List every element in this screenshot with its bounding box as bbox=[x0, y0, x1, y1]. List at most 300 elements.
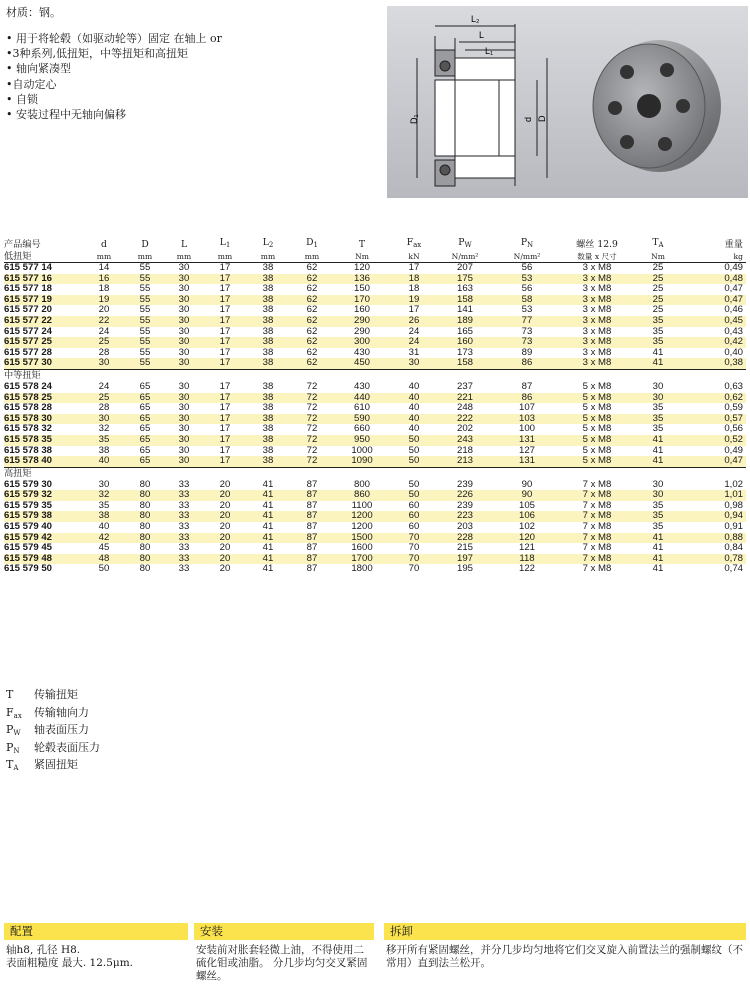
table-cell: 60 bbox=[408, 521, 420, 533]
table-cell: 28 bbox=[98, 402, 110, 414]
table-cell: 90 bbox=[521, 478, 533, 490]
dim-d: d bbox=[523, 116, 533, 122]
table-cell: 203 bbox=[456, 521, 473, 533]
table-cell: 17 bbox=[219, 283, 231, 295]
table-cell: 80 bbox=[139, 499, 151, 511]
table-cell: 17 bbox=[204, 274, 246, 285]
table-cell: 62 bbox=[290, 295, 334, 306]
legend-row: $T_A$ 紧固扭矩 bbox=[6, 758, 78, 773]
table-cell: 30 bbox=[82, 358, 126, 369]
part-number-cell: 615 577 25 bbox=[4, 337, 82, 348]
table-row bbox=[4, 348, 746, 359]
table-cell: 660 bbox=[353, 423, 370, 435]
table-cell: 30 bbox=[164, 295, 204, 306]
unit-Fax: kN bbox=[390, 252, 438, 263]
table-cell: 33 bbox=[164, 533, 204, 544]
table-cell: 610 bbox=[353, 402, 370, 414]
legend-row: $F_{ax}$ 传输轴向力 bbox=[6, 705, 89, 720]
col-header-D1: $D_1$ bbox=[306, 237, 318, 249]
part-number-cell: 615 579 42 bbox=[4, 533, 82, 544]
table-cell: 5 x M8 bbox=[562, 414, 632, 425]
table-cell: 30 bbox=[164, 456, 204, 467]
part-number-cell: 615 579 38 bbox=[4, 511, 82, 522]
table-cell: 150 bbox=[353, 283, 370, 295]
table-cell: 55 bbox=[126, 337, 164, 348]
table-cell: 30 bbox=[164, 358, 204, 369]
table-cell: 440 bbox=[334, 393, 390, 404]
table-cell: 1700 bbox=[334, 554, 390, 565]
part-number-cell: 615 579 40 bbox=[4, 521, 53, 533]
table-cell: 55 bbox=[126, 358, 164, 369]
table-cell: 30 bbox=[178, 346, 190, 358]
table-cell: 17 bbox=[219, 346, 231, 358]
table-cell: 30 bbox=[164, 393, 204, 404]
feature-item: • 用于将轮毂（如驱动轮等）固定 在轴上 or bbox=[6, 32, 222, 45]
table-cell: 35 bbox=[652, 423, 664, 435]
table-cell: 41 bbox=[632, 554, 684, 565]
table-cell: 131 bbox=[492, 456, 562, 467]
group-label-low: 低扭矩 bbox=[4, 252, 82, 263]
dim-L2: L₂ bbox=[471, 14, 480, 24]
part-number-cell: 615 578 28 bbox=[4, 402, 53, 414]
table-cell: 17 bbox=[219, 380, 231, 392]
table-cell: 7 x M8 bbox=[562, 533, 632, 544]
table-cell: 30 bbox=[98, 478, 110, 490]
table-cell: 17 bbox=[204, 393, 246, 404]
unit-TA: Nm bbox=[632, 252, 684, 263]
table-row bbox=[4, 456, 746, 467]
table-cell: 3 x M8 bbox=[562, 316, 632, 327]
part-number-cell: 615 578 35 bbox=[4, 435, 82, 446]
part-number-cell: 615 577 14 bbox=[4, 262, 53, 273]
symbol-legend bbox=[6, 688, 100, 776]
table-cell: 40 bbox=[408, 380, 420, 392]
table-cell: 158 bbox=[438, 295, 492, 306]
col-header-screw: 螺丝 12.9 bbox=[576, 238, 618, 250]
table-cell: 65 bbox=[139, 402, 151, 414]
table-cell: 73 bbox=[492, 337, 562, 348]
unit-L: mm bbox=[164, 252, 204, 263]
table-cell: 38 bbox=[246, 456, 290, 467]
table-cell: 65 bbox=[126, 393, 164, 404]
table-cell: 55 bbox=[139, 283, 151, 295]
table-row bbox=[4, 480, 746, 491]
table-cell: 239 bbox=[456, 499, 473, 511]
table-cell: 24 bbox=[408, 325, 420, 337]
table-row bbox=[4, 501, 746, 512]
table-cell: 38 bbox=[262, 423, 274, 435]
table-cell: 80 bbox=[139, 542, 151, 554]
table-cell: 20 bbox=[219, 478, 231, 490]
table-cell: 38 bbox=[262, 262, 274, 273]
table-cell: 26 bbox=[390, 316, 438, 327]
table-cell: 0,48 bbox=[684, 274, 746, 285]
unit-weight: kg bbox=[684, 252, 746, 263]
table-cell: 197 bbox=[438, 554, 492, 565]
table-cell: 5 x M8 bbox=[582, 423, 612, 435]
table-cell: 35 bbox=[632, 511, 684, 522]
col-header-D: D bbox=[141, 238, 149, 250]
table-cell: 30 bbox=[178, 325, 190, 337]
table-cell: 41 bbox=[632, 533, 684, 544]
table-cell: 24 bbox=[390, 337, 438, 348]
material-text: 材质：钢。 bbox=[6, 6, 61, 19]
table-cell: 40 bbox=[390, 414, 438, 425]
part-number-cell: 615 578 30 bbox=[4, 414, 82, 425]
group-label-row bbox=[4, 369, 746, 382]
table-cell: 62 bbox=[306, 304, 318, 316]
table-cell: 42 bbox=[82, 533, 126, 544]
table-cell: 41 bbox=[246, 490, 290, 501]
table-cell: 33 bbox=[178, 521, 190, 533]
table-cell: 24 bbox=[98, 325, 110, 337]
table-cell: 87 bbox=[290, 554, 334, 565]
table-cell: 55 bbox=[126, 295, 164, 306]
table-cell: 30 bbox=[164, 337, 204, 348]
table-cell: 50 bbox=[390, 456, 438, 467]
table-cell: 25 bbox=[652, 304, 664, 316]
table-cell: 0,47 bbox=[684, 456, 746, 467]
table-cell: 136 bbox=[334, 274, 390, 285]
part-number-cell: 615 579 48 bbox=[4, 554, 82, 565]
table-cell: 243 bbox=[438, 435, 492, 446]
table-cell: 226 bbox=[438, 490, 492, 501]
table-cell: 62 bbox=[290, 337, 334, 348]
table-cell: 33 bbox=[164, 554, 204, 565]
table-cell: 195 bbox=[456, 563, 473, 575]
table-cell: 41 bbox=[246, 554, 290, 565]
table-cell: 3 x M8 bbox=[562, 295, 632, 306]
table-cell: 41 bbox=[632, 456, 684, 467]
part-number-cell: 615 578 40 bbox=[4, 456, 82, 467]
table-cell: 24 bbox=[98, 380, 110, 392]
table-row bbox=[4, 358, 746, 369]
table-cell: 30 bbox=[632, 490, 684, 501]
table-cell: 170 bbox=[334, 295, 390, 306]
table-cell: 0,40 bbox=[724, 346, 743, 358]
table-cell: 41 bbox=[632, 358, 684, 369]
table-row bbox=[4, 522, 746, 533]
table-cell: 0,63 bbox=[724, 380, 743, 392]
table-cell: 7 x M8 bbox=[562, 554, 632, 565]
table-cell: 72 bbox=[306, 444, 318, 456]
table-cell: 30 bbox=[178, 283, 190, 295]
table-cell: 65 bbox=[126, 414, 164, 425]
table-row bbox=[4, 414, 746, 425]
table-cell: 33 bbox=[178, 563, 190, 575]
table-cell: 62 bbox=[290, 274, 334, 285]
col-header-d: d bbox=[101, 238, 107, 250]
dim-D: D bbox=[537, 115, 547, 122]
product-figure bbox=[387, 6, 748, 198]
table-cell: 50 bbox=[390, 435, 438, 446]
configuration-text: 轴h8, 孔径 H8. 表面粗糙度 最大. 12.5μm. bbox=[6, 944, 134, 969]
table-cell: 17 bbox=[204, 337, 246, 348]
part-number-cell: 615 577 19 bbox=[4, 295, 82, 306]
table-cell: 41 bbox=[652, 542, 664, 554]
table-cell: 17 bbox=[219, 304, 231, 316]
table-cell: 65 bbox=[126, 435, 164, 446]
table-cell: 175 bbox=[438, 274, 492, 285]
table-cell: 131 bbox=[492, 435, 562, 446]
unit-D: mm bbox=[126, 252, 164, 263]
table-cell: 248 bbox=[456, 402, 473, 414]
table-row bbox=[4, 403, 746, 414]
table-cell: 19 bbox=[390, 295, 438, 306]
table-row bbox=[4, 337, 746, 348]
table-cell: 30 bbox=[632, 393, 684, 404]
table-cell: 3 x M8 bbox=[562, 274, 632, 285]
table-cell: 228 bbox=[438, 533, 492, 544]
table-cell: 30 bbox=[178, 423, 190, 435]
table-cell: 290 bbox=[353, 325, 370, 337]
table-cell: 122 bbox=[518, 563, 535, 575]
table-cell: 30 bbox=[178, 444, 190, 456]
table-cell: 17 bbox=[219, 423, 231, 435]
table-cell: 86 bbox=[492, 358, 562, 369]
table-cell: 60 bbox=[408, 499, 420, 511]
col-header-weight: 重量 bbox=[724, 238, 743, 250]
table-cell: 221 bbox=[438, 393, 492, 404]
table-cell: 30 bbox=[164, 435, 204, 446]
col-header-L2: $L_2$ bbox=[262, 237, 274, 249]
unit-Pn: N/mm² bbox=[492, 252, 562, 263]
table-cell: 56 bbox=[521, 283, 533, 295]
table-cell: 0,94 bbox=[684, 511, 746, 522]
table-cell: 30 bbox=[82, 414, 126, 425]
table-cell: 0,84 bbox=[724, 542, 743, 554]
table-cell: 103 bbox=[492, 414, 562, 425]
table-cell: 590 bbox=[334, 414, 390, 425]
table-cell: 62 bbox=[306, 325, 318, 337]
table-cell: 89 bbox=[521, 346, 533, 358]
table-cell: 7 x M8 bbox=[562, 511, 632, 522]
dim-L1: L₁ bbox=[485, 46, 494, 56]
table-cell: 48 bbox=[82, 554, 126, 565]
table-cell: 70 bbox=[390, 554, 438, 565]
table-cell: 107 bbox=[518, 402, 535, 414]
table-cell: 87 bbox=[290, 490, 334, 501]
table-cell: 20 bbox=[204, 533, 246, 544]
table-cell: 56 bbox=[521, 262, 533, 273]
table-cell: 80 bbox=[139, 563, 151, 575]
table-row bbox=[4, 446, 746, 457]
table-cell: 950 bbox=[334, 435, 390, 446]
table-cell: 7 x M8 bbox=[582, 499, 612, 511]
table-cell: 38 bbox=[262, 304, 274, 316]
table-cell: 100 bbox=[518, 423, 535, 435]
table-cell: 0,47 bbox=[684, 295, 746, 306]
table-cell: 17 bbox=[219, 262, 231, 273]
table-cell: 141 bbox=[456, 304, 473, 316]
table-cell: 17 bbox=[219, 402, 231, 414]
table-cell: 20 bbox=[98, 304, 110, 316]
table-cell: 30 bbox=[652, 380, 664, 392]
removal-title: 拆卸 bbox=[384, 923, 746, 940]
table-cell: 30 bbox=[390, 358, 438, 369]
table-cell: 3 x M8 bbox=[562, 358, 632, 369]
table-cell: 158 bbox=[438, 358, 492, 369]
table-cell: 87 bbox=[290, 511, 334, 522]
table-cell: 72 bbox=[306, 423, 318, 435]
table-cell: 35 bbox=[632, 414, 684, 425]
table-cell: 1600 bbox=[351, 542, 373, 554]
table-cell: 18 bbox=[408, 283, 420, 295]
table-cell: 41 bbox=[262, 521, 274, 533]
table-cell: 32 bbox=[82, 490, 126, 501]
table-cell: 35 bbox=[652, 325, 664, 337]
table-cell: 50 bbox=[408, 444, 420, 456]
table-cell: 3 x M8 bbox=[582, 283, 612, 295]
table-cell: 72 bbox=[290, 414, 334, 425]
table-cell: 18 bbox=[98, 283, 110, 295]
feature-item: •3种系列,低扭矩，中等扭矩和高扭矩 bbox=[6, 47, 188, 61]
feature-list bbox=[6, 31, 222, 122]
table-cell: 87 bbox=[521, 380, 533, 392]
table-cell: 20 bbox=[204, 511, 246, 522]
unit-D1: mm bbox=[290, 252, 334, 263]
table-cell: 38 bbox=[246, 414, 290, 425]
table-cell: 7 x M8 bbox=[582, 542, 612, 554]
table-cell: 30 bbox=[178, 304, 190, 316]
table-cell: 87 bbox=[290, 533, 334, 544]
table-cell: 80 bbox=[139, 478, 151, 490]
table-cell: 25 bbox=[632, 274, 684, 285]
table-cell: 41 bbox=[262, 542, 274, 554]
table-cell: 20 bbox=[219, 499, 231, 511]
part-number-cell: 615 579 35 bbox=[4, 499, 53, 511]
table-cell: 38 bbox=[246, 295, 290, 306]
table-cell: 1090 bbox=[334, 456, 390, 467]
table-cell: 30 bbox=[178, 402, 190, 414]
table-cell: 25 bbox=[82, 393, 126, 404]
part-number-cell: 615 579 30 bbox=[4, 478, 53, 490]
part-number-cell: 615 577 30 bbox=[4, 358, 82, 369]
table-cell: 38 bbox=[98, 444, 110, 456]
table-cell: 38 bbox=[262, 444, 274, 456]
table-cell: 53 bbox=[521, 304, 533, 316]
table-cell: 73 bbox=[521, 325, 533, 337]
table-cell: 18 bbox=[390, 274, 438, 285]
table-cell: 50 bbox=[408, 478, 420, 490]
table-cell: 38 bbox=[246, 337, 290, 348]
table-cell: 70 bbox=[408, 542, 420, 554]
table-cell: 40 bbox=[408, 402, 420, 414]
table-cell: 1,02 bbox=[724, 478, 743, 490]
table-cell: 40 bbox=[408, 423, 420, 435]
legend-row: $P_N$ 轮毂表面压力 bbox=[6, 740, 100, 755]
table-cell: 33 bbox=[164, 490, 204, 501]
table-cell: 120 bbox=[492, 533, 562, 544]
table-cell: 20 bbox=[219, 563, 231, 575]
table-row bbox=[4, 393, 746, 404]
dim-L: L bbox=[479, 30, 485, 40]
table-cell: 16 bbox=[82, 274, 126, 285]
table-cell: 62 bbox=[306, 283, 318, 295]
table-cell: 62 bbox=[306, 262, 318, 273]
group-label-row bbox=[4, 467, 746, 480]
table-cell: 55 bbox=[126, 274, 164, 285]
table-cell: 30 bbox=[164, 316, 204, 327]
table-cell: 38 bbox=[246, 358, 290, 369]
spec-table bbox=[4, 236, 746, 575]
table-cell: 77 bbox=[492, 316, 562, 327]
table-cell: 7 x M8 bbox=[582, 478, 612, 490]
feature-item: •自动定心 bbox=[6, 77, 57, 91]
table-cell: 0,56 bbox=[724, 423, 743, 435]
table-cell: 0,45 bbox=[684, 316, 746, 327]
table-cell: 5 x M8 bbox=[582, 380, 612, 392]
table-cell: 30 bbox=[178, 262, 190, 273]
table-cell: 45 bbox=[98, 542, 110, 554]
table-cell: 0,88 bbox=[684, 533, 746, 544]
table-cell: 55 bbox=[139, 262, 151, 273]
table-cell: 163 bbox=[456, 283, 473, 295]
table-cell: 3 x M8 bbox=[562, 337, 632, 348]
table-cell: 41 bbox=[652, 346, 664, 358]
table-cell: 17 bbox=[219, 444, 231, 456]
table-cell: 40 bbox=[98, 521, 110, 533]
table-cell: 0,74 bbox=[724, 563, 743, 575]
table-cell: 72 bbox=[290, 435, 334, 446]
table-cell: 7 x M8 bbox=[582, 563, 612, 575]
table-cell: 40 bbox=[390, 393, 438, 404]
table-cell: 80 bbox=[126, 511, 164, 522]
table-cell: 430 bbox=[353, 346, 370, 358]
table-cell: 87 bbox=[306, 478, 318, 490]
table-cell: 87 bbox=[306, 521, 318, 533]
configuration-title: 配置 bbox=[4, 923, 188, 940]
table-cell: 0,78 bbox=[684, 554, 746, 565]
table-cell: 17 bbox=[204, 295, 246, 306]
table-cell: 118 bbox=[492, 554, 562, 565]
table-cell: 38 bbox=[246, 316, 290, 327]
table-cell: 62 bbox=[290, 358, 334, 369]
table-cell: 14 bbox=[98, 262, 110, 273]
table-cell: 72 bbox=[290, 456, 334, 467]
table-cell: 106 bbox=[492, 511, 562, 522]
table-cell: 25 bbox=[652, 283, 664, 295]
table-cell: 35 bbox=[652, 402, 664, 414]
table-cell: 35 bbox=[652, 521, 664, 533]
unit-L2: mm bbox=[246, 252, 290, 263]
feature-item: • 轴向紧凑型 bbox=[6, 62, 71, 76]
table-cell: 173 bbox=[456, 346, 473, 358]
table-row bbox=[4, 424, 746, 435]
table-cell: 38 bbox=[262, 283, 274, 295]
table-cell: 17 bbox=[408, 304, 420, 316]
table-cell: 35 bbox=[82, 435, 126, 446]
table-cell: 65 bbox=[139, 444, 151, 456]
part-number-cell: 615 577 20 bbox=[4, 304, 53, 316]
unit-d: mm bbox=[82, 252, 126, 263]
table-cell: 1200 bbox=[334, 511, 390, 522]
table-cell: 38 bbox=[262, 325, 274, 337]
table-row bbox=[4, 284, 746, 295]
table-cell: 38 bbox=[246, 274, 290, 285]
part-number-cell: 615 577 16 bbox=[4, 274, 82, 285]
part-number-cell: 615 579 45 bbox=[4, 542, 53, 554]
table-cell: 0,42 bbox=[684, 337, 746, 348]
table-cell: 127 bbox=[518, 444, 535, 456]
table-cell: 80 bbox=[126, 490, 164, 501]
table-row bbox=[4, 327, 746, 338]
table-row bbox=[4, 263, 746, 274]
table-cell: 0,38 bbox=[684, 358, 746, 369]
table-row bbox=[4, 511, 746, 522]
table-cell: 207 bbox=[456, 262, 473, 273]
table-row bbox=[4, 554, 746, 565]
